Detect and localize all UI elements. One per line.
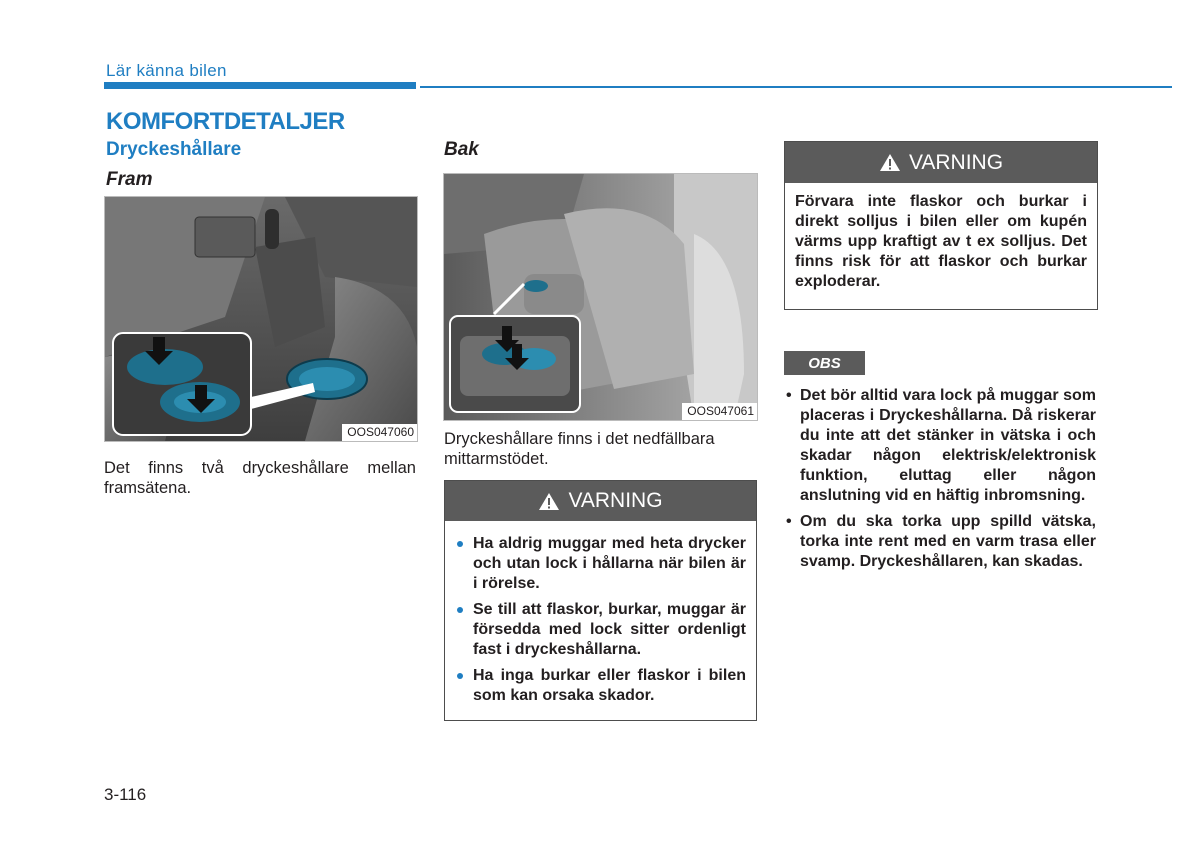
warning-list [455,534,746,706]
warning-item: Se till att flaskor, burkar, muggar är försedda med lock sitter ordenligt fast i dryckeshållarna. [455,600,746,660]
warning-item: Ha aldrig muggar med heta drycker och utan lock i hållarna när bilen är i rörelse. [455,534,746,594]
obs-badge: OBS [784,351,865,375]
warning-text: Förvara inte flaskor och burkar i direkt solljus i bilen eller om kupén värms upp kraftigt av t ex solljus. Det finns risk för att flaskor och burkar exploderar. [795,193,1087,290]
rear-caption: Bak [444,139,479,160]
front-description: Det finns två dryckeshållare mellan framsätena. [104,459,416,497]
warning-header [445,481,756,521]
header-rule-thick [104,82,416,89]
warning-title: VARNING [568,489,663,512]
warning-header [785,142,1097,183]
section-subtitle: Dryckeshållare [106,139,242,160]
front-cupholder-photo [104,196,418,442]
obs-item: • Det bör alltid vara lock på muggar som placeras i Dryckeshållarna. Då riskerar du inte att det stänker in vätska i och skadar någon elektrisk/elektronisk funktion, eluttag eller någon anslutning vid en häftig inbromsning. [784,386,1096,506]
warning-title: VARNING [908,150,1004,174]
warning-box-center [444,480,757,721]
section-title: KOMFORTDETALJER [106,108,345,135]
rear-cupholder-photo [443,173,758,421]
warning-box-right [784,141,1098,310]
header-rule-thin [420,86,1172,88]
page-number: 3-116 [104,785,147,804]
front-photo-code: OOS047060 [342,424,417,441]
warning-item: Ha inga burkar eller flaskor i bilen som kan orsaka skador. [455,666,746,706]
obs-list [784,386,1096,578]
warning-body [445,521,756,720]
front-caption: Fram [106,169,153,190]
rear-photo-code: OOS047061 [682,403,757,420]
obs-item: • Om du ska torka upp spilld vätska, torka inte rent med en varm trasa eller svamp. Dryckeshållaren, kan skadas. [784,512,1096,572]
warning-triangle-icon [879,153,901,172]
rear-description: Dryckeshållare finns i det nedfällbara mittarmstödet. [444,430,715,468]
warning-triangle-icon [538,492,560,511]
chapter-title: Lär känna bilen [106,61,227,80]
